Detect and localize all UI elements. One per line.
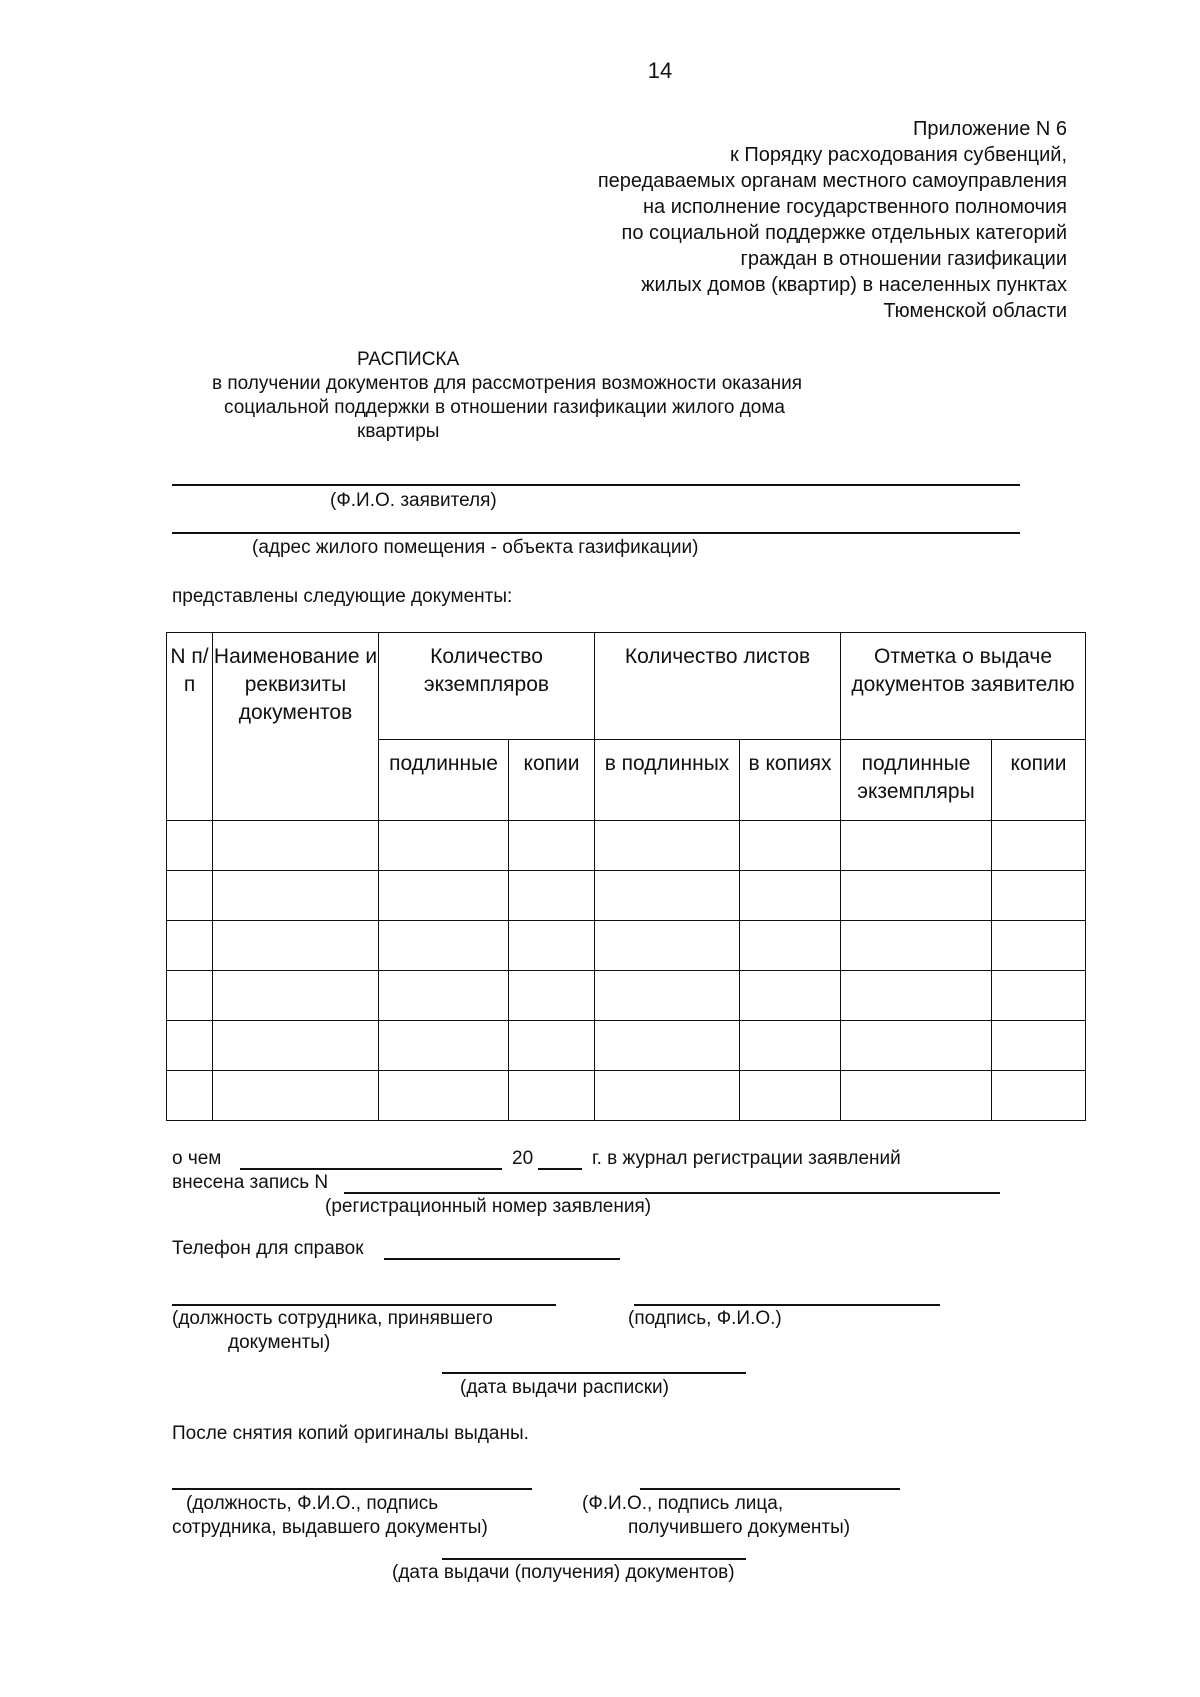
return-date-line[interactable] <box>442 1558 746 1560</box>
table-cell[interactable] <box>509 871 595 921</box>
header-copies-count: Количество экземпляров <box>379 633 595 740</box>
table-cell[interactable] <box>992 1071 1086 1121</box>
entry-label: внесена запись N <box>172 1172 329 1193</box>
receipt-date-caption: (дата выдачи расписки) <box>460 1377 669 1398</box>
subheader-sheets-originals: в подлинных <box>595 740 740 821</box>
document-title: РАСПИСКА <box>357 349 460 370</box>
position-line[interactable] <box>172 1304 556 1306</box>
position-caption-2: документы) <box>228 1332 331 1353</box>
table-row <box>167 971 1086 1021</box>
table-cell[interactable] <box>595 1071 740 1121</box>
table-cell[interactable] <box>167 1071 213 1121</box>
table-row <box>167 921 1086 971</box>
table-cell[interactable] <box>379 1021 509 1071</box>
table-cell[interactable] <box>379 921 509 971</box>
table-cell[interactable] <box>740 921 841 971</box>
signature-caption: (подпись, Ф.И.О.) <box>628 1308 782 1329</box>
table-cell[interactable] <box>740 1021 841 1071</box>
subheader-sheets-copies: в копиях <box>740 740 841 821</box>
receiver-line[interactable] <box>640 1488 900 1490</box>
table-cell[interactable] <box>509 1021 595 1071</box>
table-cell[interactable] <box>841 871 992 921</box>
table-cell[interactable] <box>167 821 213 871</box>
table-cell[interactable] <box>992 1021 1086 1071</box>
table-cell[interactable] <box>841 821 992 871</box>
after-copies-text: После снятия копий оригиналы выданы. <box>172 1423 529 1444</box>
table-cell[interactable] <box>213 1021 379 1071</box>
title-line-3: квартиры <box>357 421 440 442</box>
table-cell[interactable] <box>841 1021 992 1071</box>
appendix-line: Тюменской области <box>883 300 1067 322</box>
year-line[interactable] <box>538 1168 582 1170</box>
address-caption: (адрес жилого помещения - объекта газификации) <box>252 537 699 558</box>
appendix-line: жилых домов (квартир) в населенных пунктах <box>641 274 1067 296</box>
table-cell[interactable] <box>379 821 509 871</box>
table-row <box>167 871 1086 921</box>
signature-line[interactable] <box>634 1304 940 1306</box>
receiver-caption-1: (Ф.И.О., подпись лица, <box>582 1493 784 1514</box>
table-cell[interactable] <box>841 971 992 1021</box>
page-number: 14 <box>647 58 673 83</box>
header-issue-mark: Отметка о выдаче документов заявителю <box>841 633 1086 740</box>
subheader-copies-copies: копии <box>509 740 595 821</box>
table-cell[interactable] <box>740 1071 841 1121</box>
appendix-header <box>598 116 1067 324</box>
subheader-copies-originals: подлинные <box>379 740 509 821</box>
table-cell[interactable] <box>213 1071 379 1121</box>
header-sheets-count: Количество листов <box>595 633 841 740</box>
table-row <box>167 1071 1086 1121</box>
table-cell[interactable] <box>992 821 1086 871</box>
year-prefix: 20 <box>512 1148 534 1169</box>
table-cell[interactable] <box>167 871 213 921</box>
table-cell[interactable] <box>509 971 595 1021</box>
table-cell[interactable] <box>992 871 1086 921</box>
appendix-line: граждан в отношении газификации <box>740 248 1067 270</box>
issuer-caption-2: сотрудника, выдавшего документы) <box>172 1517 488 1538</box>
issuer-caption-1: (должность, Ф.И.О., подпись <box>186 1493 439 1514</box>
issuer-line[interactable] <box>172 1488 532 1490</box>
table-body <box>167 821 1086 1121</box>
table-cell[interactable] <box>167 921 213 971</box>
appendix-line: к Порядку расходования субвенций, <box>730 144 1067 166</box>
table-cell[interactable] <box>213 871 379 921</box>
position-caption-1: (должность сотрудника, принявшего <box>172 1308 493 1329</box>
table-cell[interactable] <box>213 821 379 871</box>
reg-number-caption: (регистрационный номер заявления) <box>325 1196 652 1217</box>
phone-label: Телефон для справок <box>172 1238 364 1259</box>
table-cell[interactable] <box>509 921 595 971</box>
table-cell[interactable] <box>992 921 1086 971</box>
table-cell[interactable] <box>379 1071 509 1121</box>
table-cell[interactable] <box>379 971 509 1021</box>
journal-label: г. в журнал регистрации заявлений <box>592 1148 901 1169</box>
address-line[interactable] <box>172 532 1020 534</box>
table-cell[interactable] <box>595 821 740 871</box>
table-cell[interactable] <box>595 971 740 1021</box>
table-cell[interactable] <box>740 971 841 1021</box>
table-row <box>167 821 1086 871</box>
table-cell[interactable] <box>509 1071 595 1121</box>
table-cell[interactable] <box>509 821 595 871</box>
table-cell[interactable] <box>213 921 379 971</box>
appendix-line: передаваемых органам местного самоуправления <box>597 170 1067 192</box>
table-cell[interactable] <box>740 821 841 871</box>
o-chem-label: о чем <box>172 1148 222 1169</box>
title-line-1: в получении документов для рассмотрения возможности оказания <box>212 373 803 394</box>
applicant-caption: (Ф.И.О. заявителя) <box>330 490 497 511</box>
documents-table <box>166 632 1086 1121</box>
journal-date-line[interactable] <box>240 1168 502 1170</box>
receipt-date-line[interactable] <box>442 1372 746 1374</box>
table-cell[interactable] <box>213 971 379 1021</box>
table-cell[interactable] <box>740 871 841 921</box>
return-date-caption: (дата выдачи (получения) документов) <box>392 1562 735 1583</box>
table-cell[interactable] <box>595 1021 740 1071</box>
table-cell[interactable] <box>595 871 740 921</box>
appendix-line: на исполнение государственного полномочия <box>642 196 1067 218</box>
table-cell[interactable] <box>841 921 992 971</box>
table-cell[interactable] <box>992 971 1086 1021</box>
table-cell[interactable] <box>841 1071 992 1121</box>
table-cell[interactable] <box>379 871 509 921</box>
table-cell[interactable] <box>167 1021 213 1071</box>
documents-intro: представлены следующие документы: <box>172 586 513 607</box>
appendix-line: по социальной поддержке отдельных категорий <box>621 222 1067 244</box>
subheader-issue-copies: копии <box>992 740 1086 821</box>
table-cell[interactable] <box>595 921 740 971</box>
appendix-line: Приложение N 6 <box>913 118 1067 140</box>
entry-number-line[interactable] <box>344 1192 1000 1194</box>
phone-line[interactable] <box>384 1258 620 1260</box>
header-name: Наименование и реквизиты документов <box>213 633 379 821</box>
receiver-caption-2: получившего документы) <box>628 1517 851 1538</box>
table-row <box>167 1021 1086 1071</box>
title-line-2: социальной поддержки в отношении газификации жилого дома <box>224 397 785 418</box>
subheader-issue-originals: подлинные экземпляры <box>841 740 992 821</box>
header-num: N п/п <box>167 633 213 821</box>
applicant-name-line[interactable] <box>172 484 1020 486</box>
table-cell[interactable] <box>167 971 213 1021</box>
